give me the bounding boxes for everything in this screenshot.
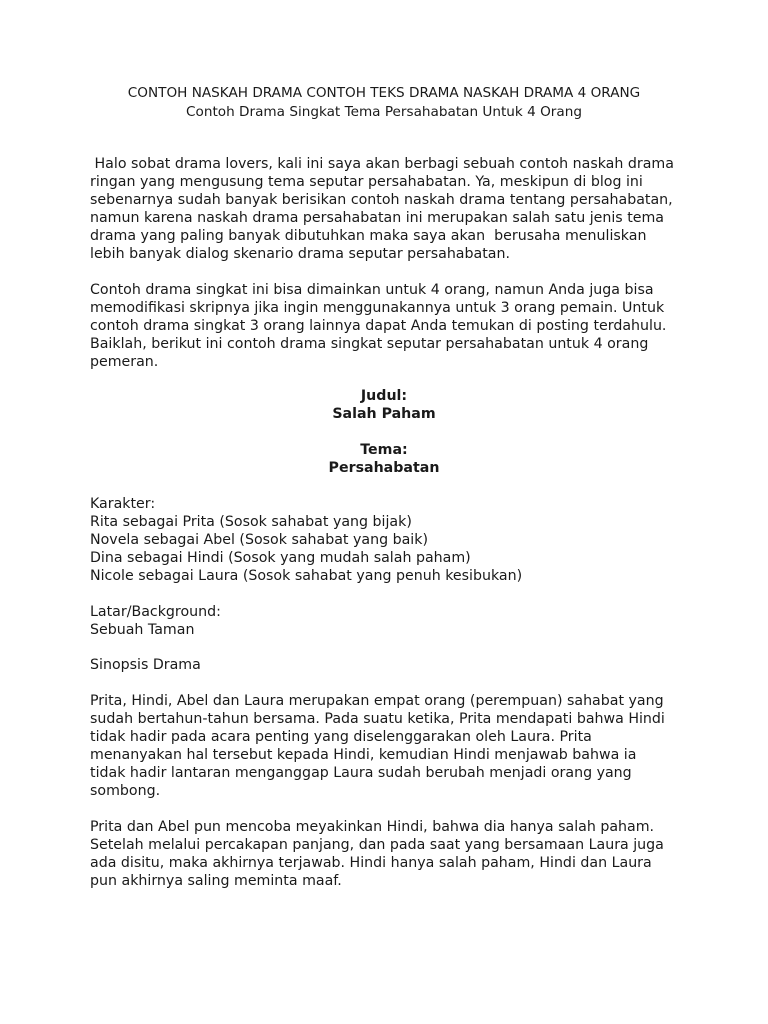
paragraph-line: pun akhirnya saling meminta maaf. [90, 873, 342, 889]
judul-value: Salah Paham [332, 406, 436, 422]
document-title: CONTOH NASKAH DRAMA CONTOH TEKS DRAMA NASKAH DRAMA 4 ORANG [127, 85, 641, 101]
paragraph-line: pemeran. [90, 354, 159, 370]
tema-label: Tema: [360, 442, 408, 458]
tema-value: Persahabatan [328, 460, 440, 476]
paragraph-line: Prita, Hindi, Abel dan Laura merupakan empat orang (perempuan) sahabat yang [90, 693, 664, 709]
paragraph-line: drama yang paling banyak dibutuhkan maka saya akan berusaha menuliskan [90, 228, 647, 244]
paragraph-line: ada disitu, maka akhirnya terjawab. Hindi hanya salah paham, Hindi dan Laura [90, 855, 652, 871]
paragraph-line: contoh drama singkat 3 orang lainnya dapat Anda temukan di posting terdahulu. [90, 318, 667, 334]
paragraph-line: tidak hadir pada acara penting yang diselenggarakan oleh Laura. Prita [90, 729, 592, 745]
paragraph-line: ringan yang mengusung tema seputar persahabatan. Ya, meskipun di blog ini [90, 174, 643, 190]
paragraph-line: menanyakan hal tersebut kepada Hindi, kemudian Hindi menjawab bahwa ia [90, 747, 637, 763]
paragraph-line: namun karena naskah drama persahabatan ini merupakan salah satu jenis tema [90, 210, 665, 226]
paragraph-line: Halo sobat drama lovers, kali ini saya akan berbagi sebuah contoh naskah drama [90, 156, 674, 172]
paragraph-line: sudah bertahun-tahun bersama. Pada suatu ketika, Prita mendapati bahwa Hindi [90, 711, 665, 727]
paragraph-line: Setelah melalui percakapan panjang, dan pada saat yang bersamaan Laura juga [90, 837, 664, 853]
document-subtitle: Contoh Drama Singkat Tema Persahabatan Untuk 4 Orang [186, 104, 582, 120]
paragraph-line: Prita dan Abel pun mencoba meyakinkan Hindi, bahwa dia hanya salah paham. [90, 819, 655, 835]
paragraph-line: sombong. [90, 783, 161, 799]
character-item: Rita sebagai Prita (Sosok sahabat yang bijak) [90, 514, 412, 530]
character-item: Novela sebagai Abel (Sosok sahabat yang baik) [90, 532, 428, 548]
paragraph-line: Baiklah, berikut ini contoh drama singkat seputar persahabatan untuk 4 orang [90, 336, 649, 352]
paragraph-line: memodifikasi skripnya jika ingin menggunakannya untuk 3 orang pemain. Untuk [90, 300, 665, 316]
paragraph-line: tidak hadir lantaran menganggap Laura sudah berubah menjadi orang yang [90, 765, 632, 781]
karakter-label: Karakter: [90, 496, 156, 512]
sinopsis-label: Sinopsis Drama [90, 657, 201, 673]
character-item: Dina sebagai Hindi (Sosok yang mudah salah paham) [90, 550, 471, 566]
latar-label: Latar/Background: [90, 604, 221, 620]
paragraph-line: lebih banyak dialog skenario drama seputar persahabatan. [90, 246, 510, 262]
character-item: Nicole sebagai Laura (Sosok sahabat yang penuh kesibukan) [90, 568, 523, 584]
paragraph-line: Contoh drama singkat ini bisa dimainkan untuk 4 orang, namun Anda juga bisa [90, 282, 654, 298]
paragraph-line: sebenarnya sudah banyak berisikan contoh naskah drama tentang persahabatan, [90, 192, 673, 208]
latar-value: Sebuah Taman [90, 622, 195, 638]
judul-label: Judul: [360, 388, 408, 404]
